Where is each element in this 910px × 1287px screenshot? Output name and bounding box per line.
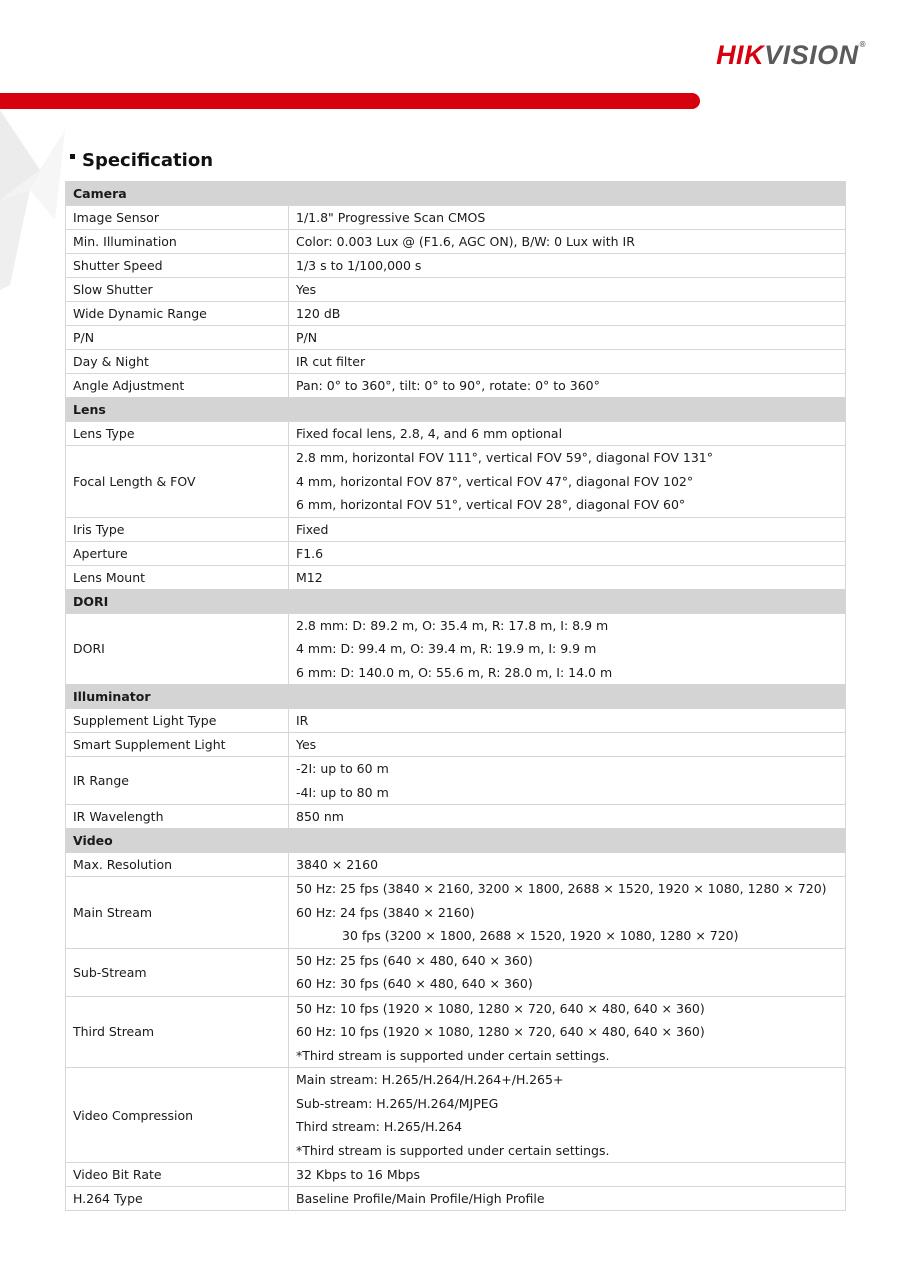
table-row [66,1068,846,1163]
spec-value-line: 4 mm: D: 99.4 m, O: 39.4 m, R: 19.9 m, I: 9.9 m [296,641,597,656]
logo-vision-text: VISION [764,40,859,70]
spec-label: H.264 Type [66,1187,289,1211]
spec-label: Iris Type [66,517,289,541]
table-row [66,517,846,541]
spec-label: Day & Night [66,350,289,374]
registered-mark: ® [859,40,866,49]
spec-value-line: Sub-stream: H.265/H.264/MJPEG [296,1095,499,1111]
spec-value: 120 dB [289,302,846,326]
group-header: Camera [66,182,846,206]
group-row-illuminator [66,685,846,709]
spec-value: 32 Kbps to 16 Mbps [289,1163,846,1187]
spec-label: Wide Dynamic Range [66,302,289,326]
table-row [66,805,846,829]
spec-value-line: 6 mm: D: 140.0 m, O: 55.6 m, R: 28.0 m, I: 14.0 m [296,664,613,680]
table-row [66,565,846,589]
spec-label: Video Compression [66,1068,289,1163]
spec-label: Shutter Speed [66,254,289,278]
spec-label: Focal Length & FOV [66,446,289,518]
table-row [66,1187,846,1211]
header-red-bar [0,93,700,109]
spec-value-multiline [289,613,846,685]
hikvision-logo [716,40,866,71]
spec-value-line: 50 Hz: 25 fps (640 × 480, 640 × 360) [296,952,533,968]
spec-value: Fixed [289,517,846,541]
table-row [66,278,846,302]
spec-value: Color: 0.003 Lux @ (F1.6, AGC ON), B/W: 0 Lux with IR [289,230,846,254]
spec-value: IR [289,709,846,733]
spec-value-line: 50 Hz: 10 fps (1920 × 1080, 1280 × 720, 640 × 480, 640 × 360) [296,1000,705,1016]
spec-label: IR Wavelength [66,805,289,829]
section-title-text: Specification [82,150,214,171]
spec-label: Supplement Light Type [66,709,289,733]
spec-label: Main Stream [66,877,289,949]
spec-label: Third Stream [66,996,289,1068]
table-row [66,1163,846,1187]
spec-value: IR cut filter [289,350,846,374]
spec-value-multiline [289,446,846,518]
table-row [66,541,846,565]
table-row [66,422,846,446]
spec-value-line: 50 Hz: 25 fps (3840 × 2160, 3200 × 1800, 2688 × 1520, 1920 × 1080, 1280 × 720) [296,881,827,896]
table-row [66,948,846,996]
spec-value: P/N [289,326,846,350]
spec-value-line: 2.8 mm: D: 89.2 m, O: 35.4 m, R: 17.8 m, I: 8.9 m [296,617,609,633]
spec-value: M12 [289,565,846,589]
spec-value-line: 60 Hz: 10 fps (1920 × 1080, 1280 × 720, 640 × 480, 640 × 360) [296,1024,705,1039]
spec-value-line: -4I: up to 80 m [296,784,389,800]
spec-label: Lens Type [66,422,289,446]
table-row [66,302,846,326]
spec-value: 1/3 s to 1/100,000 s [289,254,846,278]
table-row [66,613,846,685]
spec-label: Min. Illumination [66,230,289,254]
spec-label: Lens Mount [66,565,289,589]
group-row-video [66,829,846,853]
spec-value: 1/1.8" Progressive Scan CMOS [289,206,846,230]
spec-value-line: Main stream: H.265/H.264/H.264+/H.265+ [296,1072,564,1087]
table-row [66,206,846,230]
spec-label: Sub-Stream [66,948,289,996]
group-row-lens [66,398,846,422]
spec-value-line: *Third stream is supported under certain settings. [296,1047,610,1063]
logo-hik-text: HIK [716,40,765,70]
spec-value-multiline [289,996,846,1068]
spec-value-line: 2.8 mm, horizontal FOV 111°, vertical FOV 59°, diagonal FOV 131° [296,450,713,465]
spec-label: Slow Shutter [66,278,289,302]
spec-table [65,181,846,1211]
bullet-icon [70,154,75,159]
group-header: DORI [66,589,846,613]
spec-value: Fixed focal lens, 2.8, 4, and 6 mm optional [289,422,846,446]
spec-label: Smart Supplement Light [66,733,289,757]
spec-value-line: Third stream: H.265/H.264 [296,1119,463,1134]
spec-value-line: *Third stream is supported under certain settings. [296,1142,610,1158]
spec-value-multiline [289,877,846,949]
spec-value-multiline [289,1068,846,1163]
spec-value: 3840 × 2160 [289,853,846,877]
spec-value: Baseline Profile/Main Profile/High Profile [289,1187,846,1211]
table-row [66,350,846,374]
spec-label: P/N [66,326,289,350]
group-row-dori [66,589,846,613]
table-row [66,757,846,805]
spec-label: DORI [66,613,289,685]
group-header: Video [66,829,846,853]
spec-value-line: 60 Hz: 30 fps (640 × 480, 640 × 360) [296,976,533,991]
spec-value-multiline [289,948,846,996]
table-row [66,254,846,278]
table-row [66,853,846,877]
spec-value-multiline [289,757,846,805]
spec-value-line: 30 fps (3200 × 1800, 2688 × 1520, 1920 × 1080, 1280 × 720) [342,928,739,943]
section-title [70,150,213,171]
spec-label: Aperture [66,541,289,565]
spec-value: Yes [289,278,846,302]
table-row [66,374,846,398]
spec-value: F1.6 [289,541,846,565]
spec-value-line: 6 mm, horizontal FOV 51°, vertical FOV 28°, diagonal FOV 60° [296,497,686,512]
table-row [66,446,846,518]
group-row-camera [66,182,846,206]
group-header: Lens [66,398,846,422]
table-row [66,733,846,757]
spec-value-line: -2I: up to 60 m [296,761,389,776]
table-row [66,230,846,254]
spec-value: Yes [289,733,846,757]
spec-label: Image Sensor [66,206,289,230]
table-row [66,877,846,949]
spec-label: Video Bit Rate [66,1163,289,1187]
table-row [66,996,846,1068]
spec-value-line: 60 Hz: 24 fps (3840 × 2160) [296,904,475,920]
table-row [66,709,846,733]
spec-label: IR Range [66,757,289,805]
spec-value: Pan: 0° to 360°, tilt: 0° to 90°, rotate: 0° to 360° [289,374,846,398]
spec-label: Max. Resolution [66,853,289,877]
group-header: Illuminator [66,685,846,709]
table-row [66,326,846,350]
spec-value: 850 nm [289,805,846,829]
spec-label: Angle Adjustment [66,374,289,398]
spec-value-line: 4 mm, horizontal FOV 87°, vertical FOV 47°, diagonal FOV 102° [296,473,694,489]
